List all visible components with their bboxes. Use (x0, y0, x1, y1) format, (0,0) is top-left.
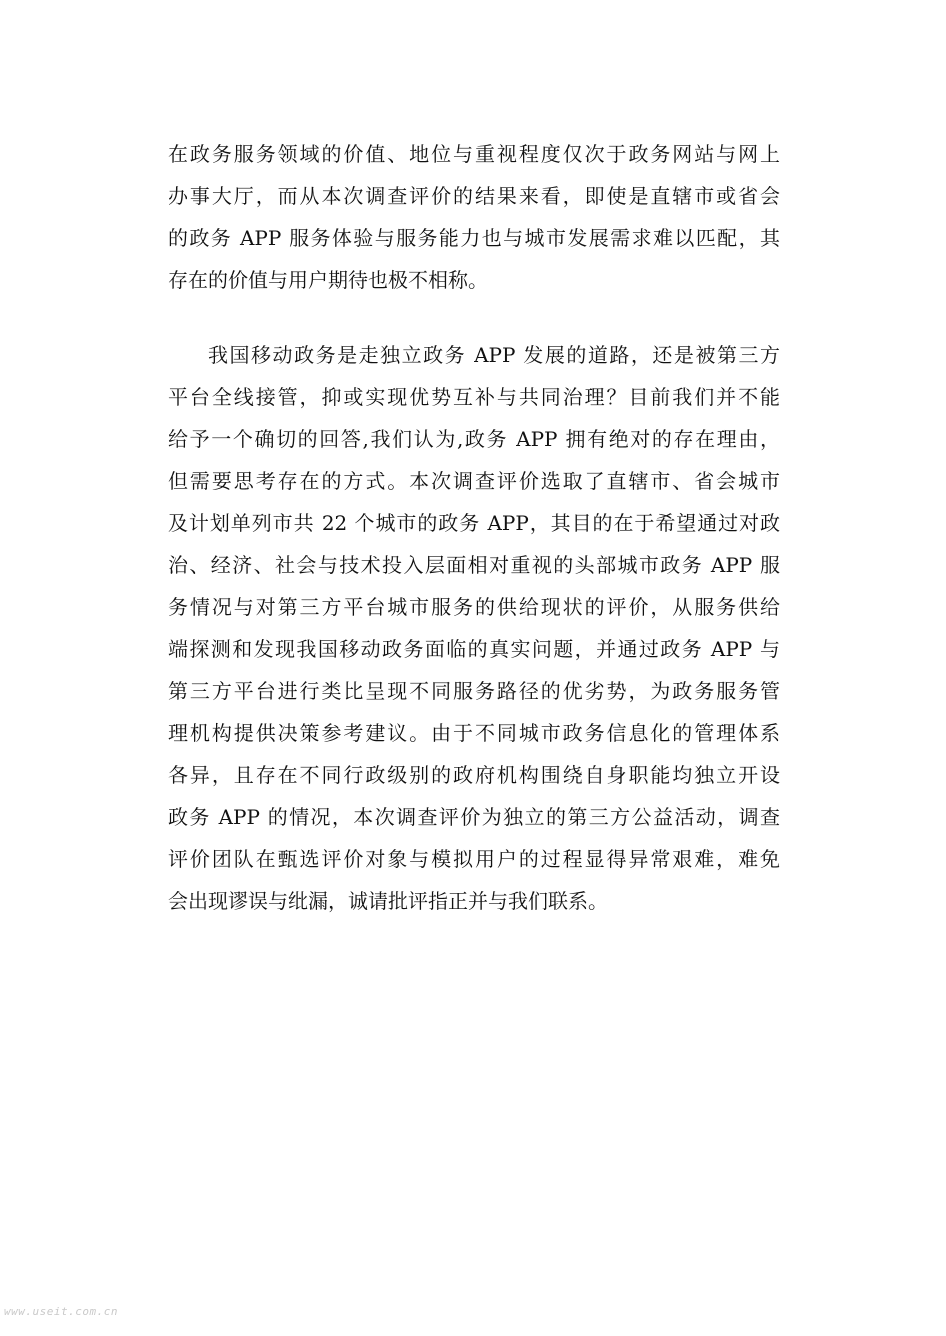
paragraph-1 (168, 133, 780, 301)
paragraph-line: 理机构提供决策参考建议。由于不同城市政务信息化的管理体系 (168, 721, 780, 745)
paragraph-line: 会出现谬误与纰漏，诚请批评指正并与我们联系。 (168, 889, 608, 913)
paragraph-line: 我国移动政务是走独立政务 APP 发展的道路，还是被第三方 (208, 343, 780, 367)
paragraph-line: 但需要思考存在的方式。本次调查评价选取了直辖市、省会城市 (168, 469, 780, 493)
paragraph-line: 办事大厅，而从本次调查评价的结果来看，即使是直辖市或省会 (168, 184, 780, 208)
paragraph-line: 各异，且存在不同行政级别的政府机构围绕自身职能均独立开设 (168, 763, 780, 787)
paragraph-line: 的政务 APP 服务体验与服务能力也与城市发展需求难以匹配，其 (168, 226, 780, 250)
paragraph-line: 给予一个确切的回答,我们认为,政务 APP 拥有绝对的存在理由， (168, 427, 780, 451)
paragraph-line: 端探测和发现我国移动政务面临的真实问题，并通过政务 APP 与 (168, 637, 780, 661)
paragraph-line: 治、经济、社会与技术投入层面相对重视的头部城市政务 APP 服 (168, 553, 780, 577)
paragraph-line: 在政务服务领域的价值、地位与重视程度仅次于政务网站与网上 (168, 142, 780, 166)
paragraph-line: 务情况与对第三方平台城市服务的供给现状的评价，从服务供给 (168, 595, 780, 619)
paragraph-line: 平台全线接管，抑或实现优势互补与共同治理？目前我们并不能 (168, 385, 780, 409)
watermark: www.useit.com.cn (4, 1305, 118, 1318)
paragraph-line: 评价团队在甄选评价对象与模拟用户的过程显得异常艰难，难免 (168, 847, 780, 871)
paragraph-line: 存在的价值与用户期待也极不相称。 (168, 268, 488, 292)
paragraph-line: 政务 APP 的情况，本次调查评价为独立的第三方公益活动，调查 (168, 805, 780, 829)
paragraph-line: 及计划单列市共 22 个城市的政务 APP，其目的在于希望通过对政 (168, 511, 780, 535)
paragraph-line: 第三方平台进行类比呈现不同服务路径的优劣势，为政务服务管 (168, 679, 780, 703)
paragraph-2 (168, 334, 780, 922)
